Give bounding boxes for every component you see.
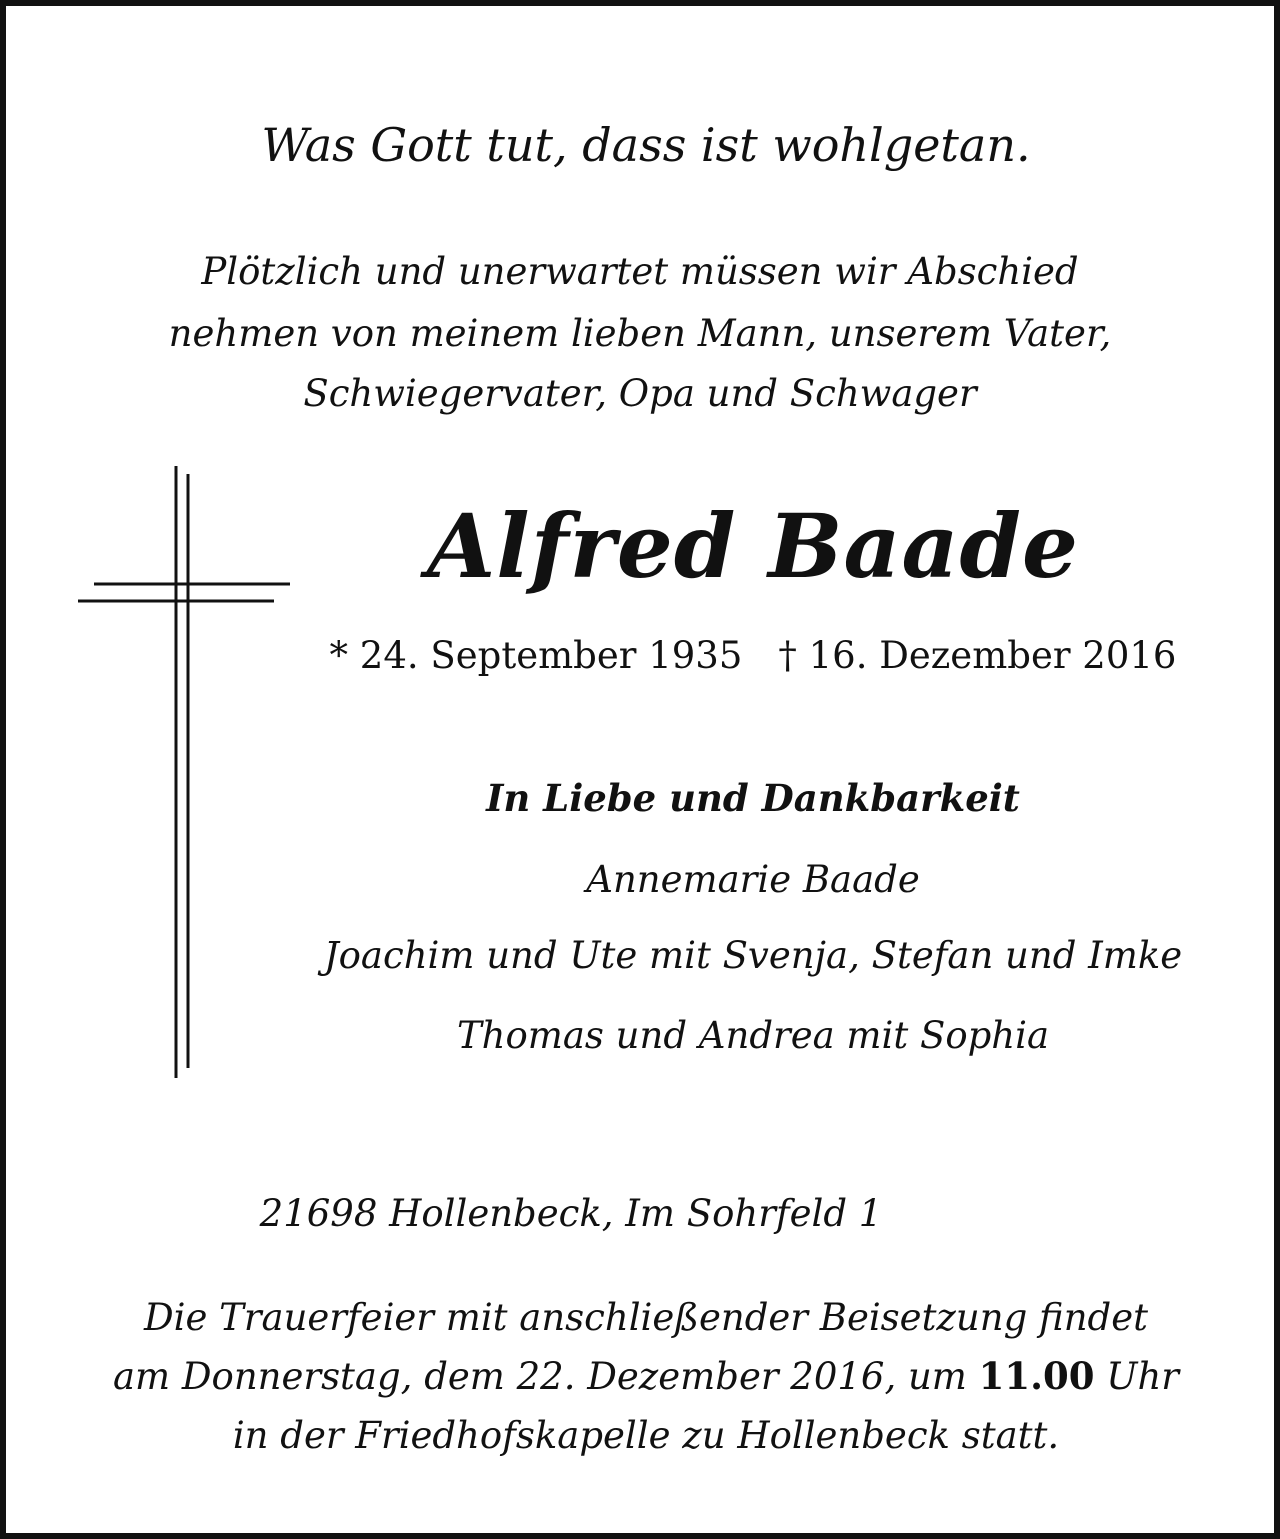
- ceremony-line-1: Die Trauerfeier mit anschließender Beisetzung findet: [143, 1296, 1148, 1339]
- family-line-3: Thomas und Andrea mit Sophia: [457, 1014, 1049, 1057]
- ceremony-time: 11.00: [978, 1354, 1095, 1398]
- motto: Was Gott tut, dass ist wohlgetan.: [261, 118, 1031, 172]
- life-dates: [228, 634, 1278, 677]
- family-line-1: Annemarie Baade: [586, 858, 920, 901]
- intro-line-3: Schwiegervater, Opa und Schwager: [303, 372, 977, 415]
- family-line-2: Joachim und Ute mit Svenja, Stefan und Imke: [323, 934, 1183, 977]
- death-date: † 16. Dezember 2016: [778, 634, 1177, 677]
- ceremony-line-2: [6, 1354, 1280, 1398]
- intro-line-2: nehmen von meinem lieben Mann, unserem Vater,: [168, 312, 1112, 355]
- ceremony-time-unit: Uhr: [1094, 1355, 1179, 1398]
- deceased-name: Alfred Baade: [426, 494, 1080, 598]
- address: [6, 1192, 1280, 1235]
- ceremony-date: am Donnerstag, dem 22. Dezember 2016, um: [112, 1355, 979, 1398]
- ceremony-line-3: in der Friedhofskapelle zu Hollenbeck statt.: [232, 1414, 1060, 1457]
- address-text: 21698 Hollenbeck, Im Sohrfeld 1: [259, 1192, 883, 1235]
- intro-line-1: Plötzlich und unerwartet müssen wir Abschied: [201, 250, 1079, 293]
- birth-date: * 24. September 1935: [329, 634, 743, 677]
- thanks-heading: In Liebe und Dankbarkeit: [486, 776, 1020, 820]
